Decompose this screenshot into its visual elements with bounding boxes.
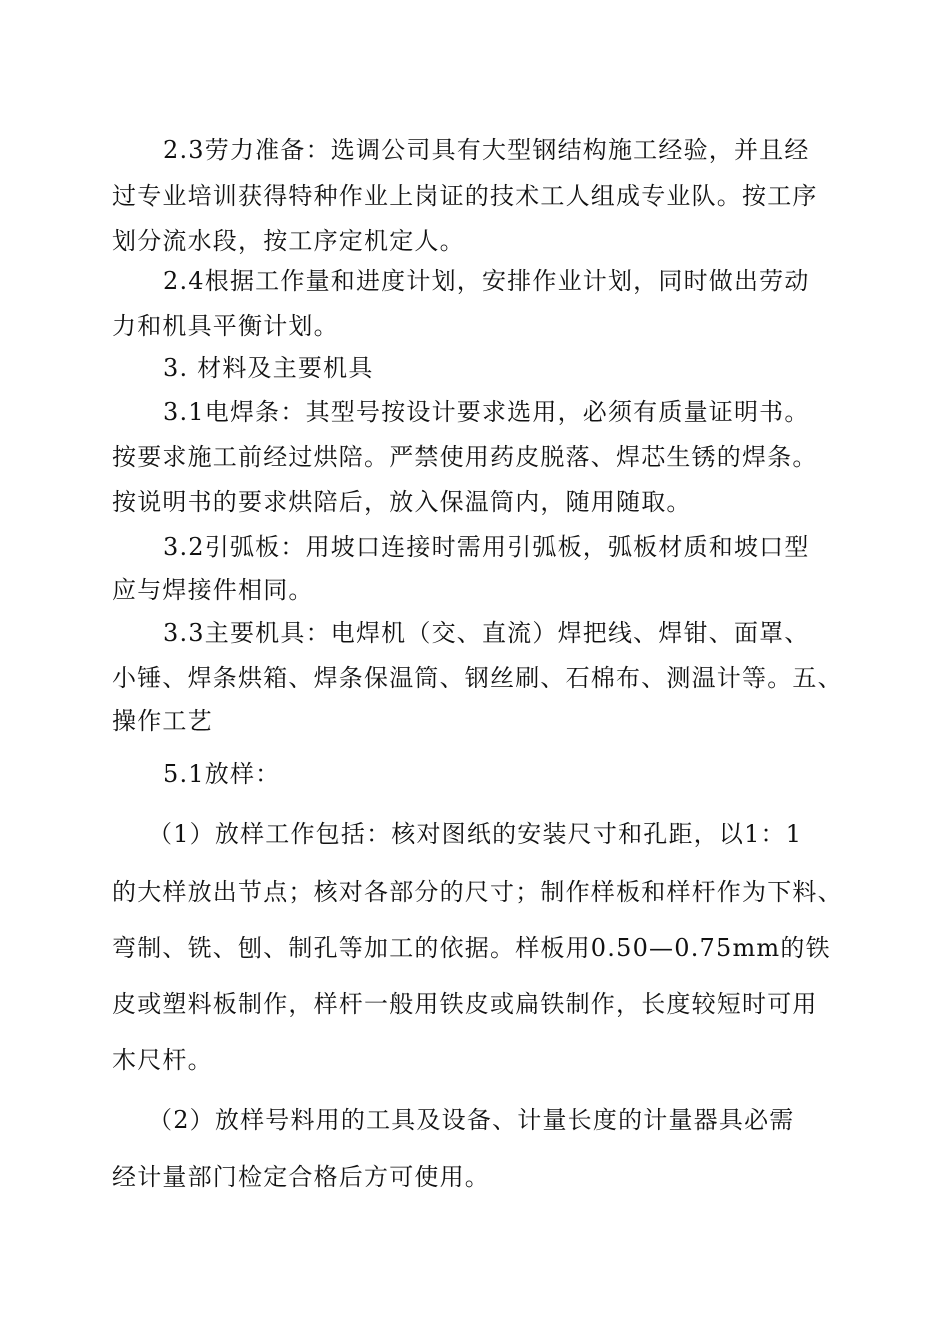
paragraph-3-3-line-1: 3.3主要机具：电焊机（交、直流）焊把线、焊钳、面罩、 — [163, 619, 810, 647]
paragraph-3-2-line-2: 应与焊接件相同。 — [112, 576, 314, 604]
paragraph-5-1-1-line-5: 木尺杆。 — [112, 1046, 213, 1074]
paragraph-5-1-2-line-1: （2）放样号料用的工具及设备、计量长度的计量器具必需 — [148, 1106, 795, 1134]
paragraph-3-1-line-1: 3.1电焊条：其型号按设计要求选用，必须有质量证明书。 — [163, 398, 810, 426]
paragraph-5-1-1-line-3: 弯制、铣、刨、制孔等加工的依据。样板用0.50—0.75mm的铁 — [112, 934, 831, 962]
paragraph-3-3-line-2: 小锤、焊条烘箱、焊条保温筒、钢丝刷、石棉布、测温计等。五、 — [112, 664, 843, 692]
paragraph-2-3-line-2: 过专业培训获得特种作业上岗证的技术工人组成专业队。按工序 — [112, 182, 818, 210]
paragraph-2-4-line-1: 2.4根据工作量和进度计划，安排作业计划，同时做出劳动 — [163, 267, 810, 295]
paragraph-2-3-line-1: 2.3劳力准备：选调公司具有大型钢结构施工经验，并且经 — [163, 136, 810, 164]
paragraph-3-1-line-2: 按要求施工前经过烘陪。严禁使用药皮脱落、焊芯生锈的焊条。 — [112, 443, 818, 471]
paragraph-3-1-line-3: 按说明书的要求烘陪后，放入保温筒内，随用随取。 — [112, 488, 692, 516]
paragraph-5-1-1-line-1: （1）放样工作包括：核对图纸的安装尺寸和孔距，以1：1 — [148, 820, 803, 848]
paragraph-5-1-1-line-2: 的大样放出节点；核对各部分的尺寸；制作样板和样杆作为下料、 — [112, 878, 843, 906]
section-3-heading: 3. 材料及主要机具 — [163, 354, 374, 382]
paragraph-2-4-line-2: 力和机具平衡计划。 — [112, 312, 339, 340]
paragraph-3-2-line-1: 3.2引弧板：用坡口连接时需用引弧板，弧板材质和坡口型 — [163, 533, 810, 561]
paragraph-5-1-2-line-2: 经计量部门检定合格后方可使用。 — [112, 1163, 490, 1191]
paragraph-5-1-1-line-4: 皮或塑料板制作，样杆一般用铁皮或扁铁制作，长度较短时可用 — [112, 990, 818, 1018]
paragraph-5-1-title: 5.1放样： — [163, 760, 281, 788]
paragraph-2-3-line-3: 划分流水段，按工序定机定人。 — [112, 227, 465, 255]
section-5-heading: 操作工艺 — [112, 707, 213, 735]
